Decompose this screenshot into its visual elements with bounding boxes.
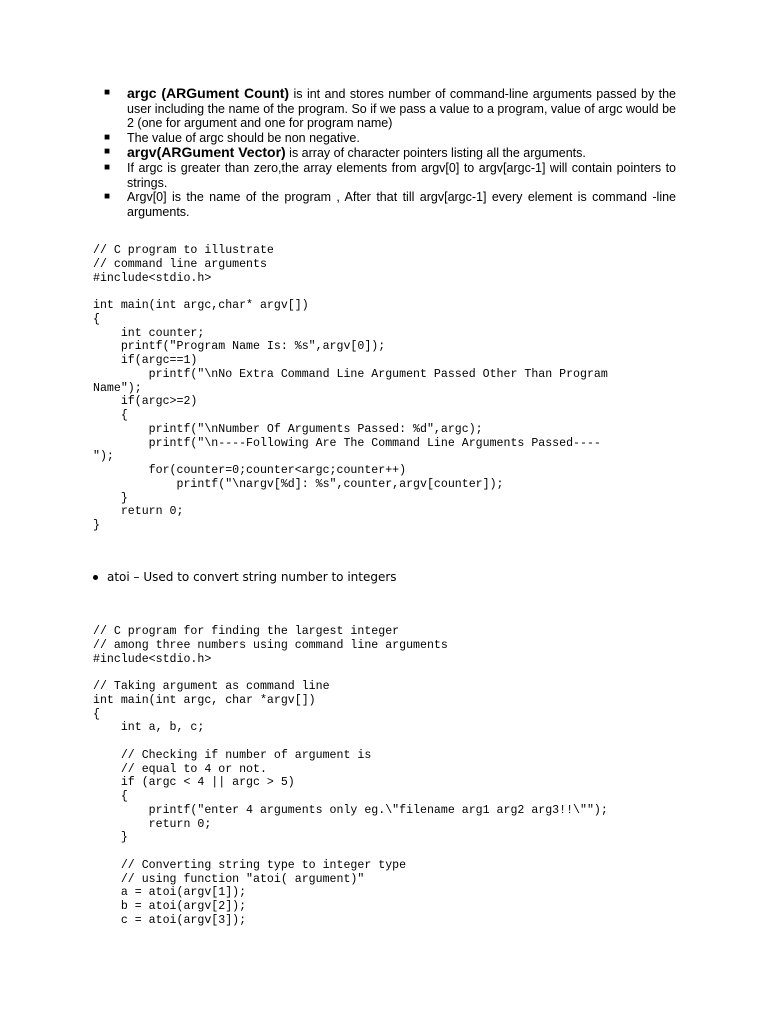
term-argv: argv(ARGument Vector) xyxy=(127,144,286,161)
bullet-text: is int and stores number of command-line arguments passed by the user including the name of the program. So if we pass a value to a program, value of argc would be 2 (one for argument and one for program name) xyxy=(127,87,676,131)
square-bullet-icon: ■ xyxy=(104,131,111,143)
bullet-text: is array of character pointers listing all the arguments. xyxy=(285,146,586,161)
code-block-largest-integer: // C program for finding the largest integer // among three numbers using command line arguments #include<stdio.h> // Taking argument as command line int main(int argc, char *argv[]) { int a, b, c; // Checking if number of argument is // equal to 4 or not. if (argc < 4 || argc > 5) { printf("enter 4 arguments only eg.\"filename arg1 arg2 arg3!!\""); return 0; } // Converting string type to integer type // using function "atoi( argument)" a = atoi(argv[1]); b = atoi(argv[2]); c = atoi(argv[3]); xyxy=(93,625,608,927)
term-argc: argc (ARGument Count) xyxy=(127,85,290,101)
bullet-text: Argv[0] is the name of the program , After that till argv[argc-1] every element is command -line arguments. xyxy=(127,190,676,219)
round-bullet-icon xyxy=(93,575,98,580)
square-bullet-icon: ■ xyxy=(104,146,111,158)
square-bullet-icon: ■ xyxy=(104,87,111,98)
bullet-argc-nonnegative xyxy=(104,131,676,146)
code-block-command-line-args: // C program to illustrate // command line arguments #include<stdio.h> int main(int argc,char* argv[]) { int counter; printf("Program Name Is: %s",argv[0]); if(argc==1) printf("\nNo Extra Command Line Argument Passed Other Than Program Name"); if(argc>=2) { printf("\nNumber Of Arguments Passed: %d",argc); printf("\n----Following Are The Command Line Arguments Passed---- "); for(counter=0;counter<argc;counter++) printf("\nargv[%d]: %s",counter,argv[counter]); } return 0; } xyxy=(93,244,608,532)
square-bullet-icon: ■ xyxy=(104,161,111,173)
square-bullet-icon: ■ xyxy=(104,191,111,203)
bullet-argv0 xyxy=(104,190,676,219)
bullet-text: The value of argc should be non negative. xyxy=(127,130,360,145)
bullet-argv xyxy=(104,145,676,161)
bullet-argv-range xyxy=(104,161,676,190)
bullet-text: If argc is greater than zero,the array elements from argv[0] to argv[argc-1] will contain pointers to strings. xyxy=(127,160,676,190)
bullet-argc xyxy=(104,86,676,131)
atoi-heading xyxy=(93,570,397,584)
argument-bullet-list xyxy=(104,86,676,219)
atoi-heading-text: atoi – Used to convert string number to integers xyxy=(107,570,397,584)
